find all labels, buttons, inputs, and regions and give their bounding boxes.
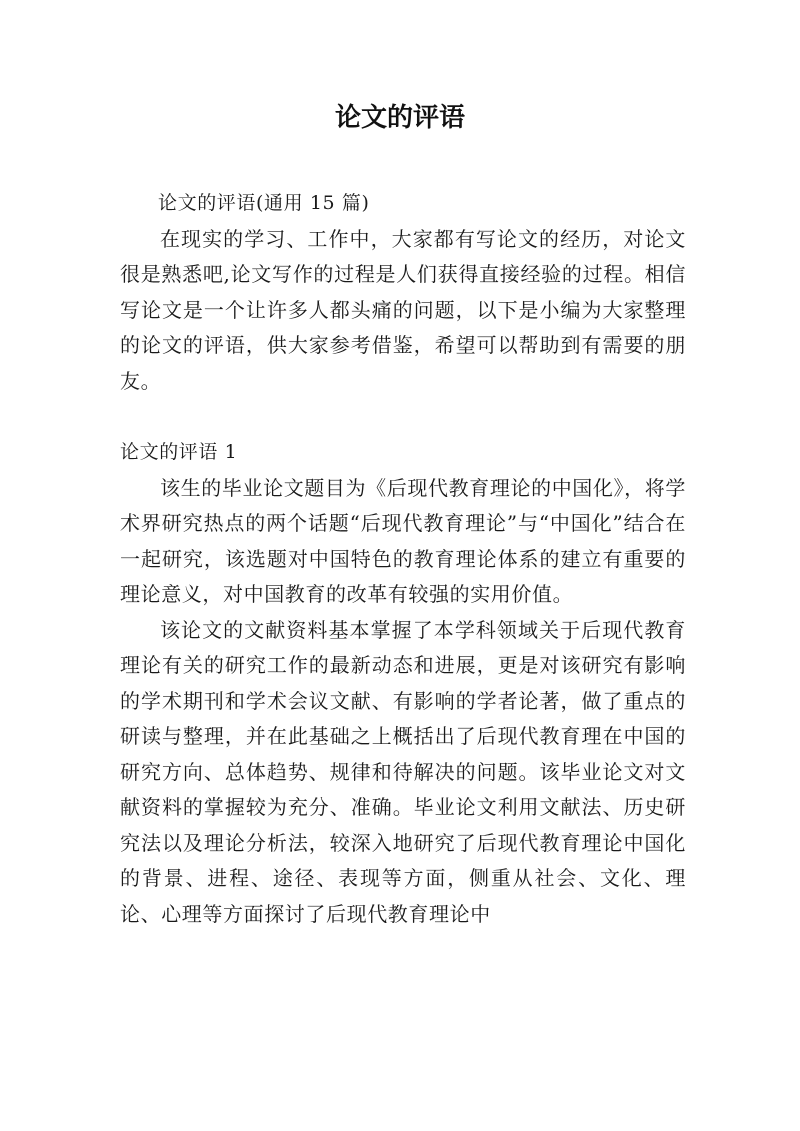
intro-paragraph: 在现实的学习、工作中，大家都有写论文的经历，对论文很是熟悉吧,论文写作的过程是人们获得直接经验的过程。相信写论文是一个让许多人都头痛的问题，以下是小编为大家整理的论文的评语，供大家参考借鉴，希望可以帮助到有需要的朋友。 — [120, 226, 686, 393]
document-title: 论文的评语 — [334, 103, 465, 133]
body-paragraph: 该生的毕业论文题目为《后现代教育理论的中国化》，将学术界研究热点的两个话题“后现代教育理论”与“中国化”结合在一起研究，该选题对中国特色的教育理论体系的建立有重要的理论意义，对中国教育的改革有较强的实用价值。 — [120, 475, 686, 606]
document-subtitle: 论文的评语(通用 15 篇) — [158, 192, 370, 214]
body-paragraph: 该论文的文献资料基本掌握了本学科领域关于后现代教育理论有关的研究工作的最新动态和进展，更是对该研究有影响的学术期刊和学术会议文献、有影响的学者论著，做了重点的研读与整理，并在此基础之上概括出了后现代教育理在中国的研究方向、总体趋势、规律和待解决的问题。该毕业论文对文献资料的掌握较为充分、准确。毕业论文利用文献法、历史研究法以及理论分析法，较深入地研究了后现代教育理论中国化的背景、进程、途径、表现等方面，侧重从社会、文化、理论、心理等方面探讨了后现代教育理论中 — [120, 617, 686, 926]
document-body — [120, 186, 686, 932]
section-heading: 论文的评语 1 — [120, 441, 238, 463]
